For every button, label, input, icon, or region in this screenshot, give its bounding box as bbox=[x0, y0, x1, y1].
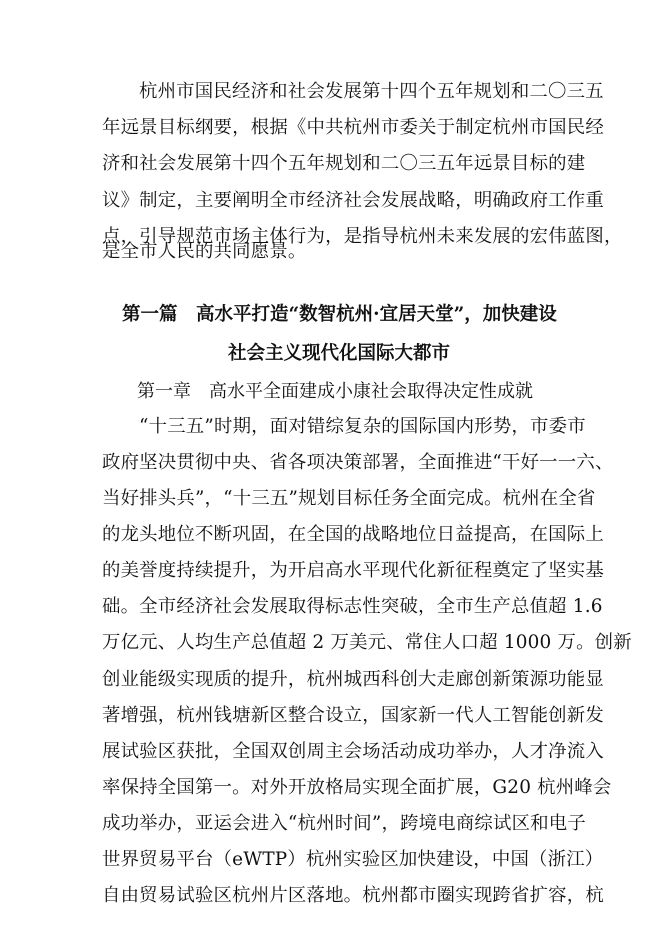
text-line: 议》制定，主要阐明全市经济社会发展战略，明确政府工作重 bbox=[102, 190, 604, 211]
text-line: 政府坚决贯彻中央、省各项决策部署，全面推进“干好一一六、 bbox=[102, 452, 614, 473]
text-line: 年远景目标纲要，根据《中共杭州市委关于制定杭州市国民经 bbox=[102, 117, 604, 138]
text-line: 是全市人民的共同愿景。 bbox=[102, 241, 307, 262]
part-heading-line-1: 第一篇 高水平打造“数智杭州·宜居天堂”，加快建设 bbox=[122, 304, 557, 325]
text-line: 著增强，杭州钱塘新区整合设立，国家新一代人工智能创新发 bbox=[102, 705, 604, 726]
text-line: 础。全市经济社会发展取得标志性突破，全市生产总值超 1.6 bbox=[102, 596, 603, 617]
text-line: 成功举办，亚运会进入“杭州时间”，跨境电商综试区和电子 bbox=[102, 813, 586, 834]
text-line: 当好排头兵”，“十三五”规划目标任务全面完成。杭州在全省 bbox=[102, 488, 596, 509]
text-line: 的美誉度持续提升，为开启高水平现代化新征程奠定了坚实基 bbox=[102, 560, 604, 581]
text-line: 率保持全国第一。对外开放格局实现全面扩展，G20 杭州峰会 bbox=[102, 777, 612, 798]
chapter-heading: 第一章 高水平全面建成小康社会取得决定性成就 bbox=[137, 381, 533, 402]
text-line: 展试验区获批，全国双创周主会场活动成功举办，人才净流入 bbox=[102, 741, 604, 762]
text-line: 点，引导规范市场主体行为，是指导杭州未来发展的宏伟蓝图， bbox=[102, 226, 623, 247]
text-line: 济和社会发展第十四个五年规划和二〇三五年远景目标的建 bbox=[102, 153, 586, 174]
text-line: 世界贸易平台（eWTP）杭州实验区加快建设，中国（浙江） bbox=[102, 849, 604, 870]
text-line: 杭州市国民经济和社会发展第十四个五年规划和二〇三五 bbox=[139, 81, 604, 102]
text-line: 的龙头地位不断巩固，在全国的战略地位日益提高，在国际上 bbox=[102, 524, 604, 545]
text-line: 创业能级实现质的提升，杭州城西科创大走廊创新策源功能显 bbox=[102, 669, 604, 690]
part-heading-line-2: 社会主义现代化国际大都市 bbox=[228, 343, 451, 364]
text-line: 万亿元、人均生产总值超 2 万美元、常住人口超 1000 万。创新 bbox=[102, 632, 632, 653]
text-line: 自由贸易试验区杭州片区落地。杭州都市圈实现跨省扩容，杭 bbox=[102, 885, 604, 906]
text-line: “十三五”时期，面对错综复杂的国际国内形势，市委市 bbox=[139, 416, 586, 437]
